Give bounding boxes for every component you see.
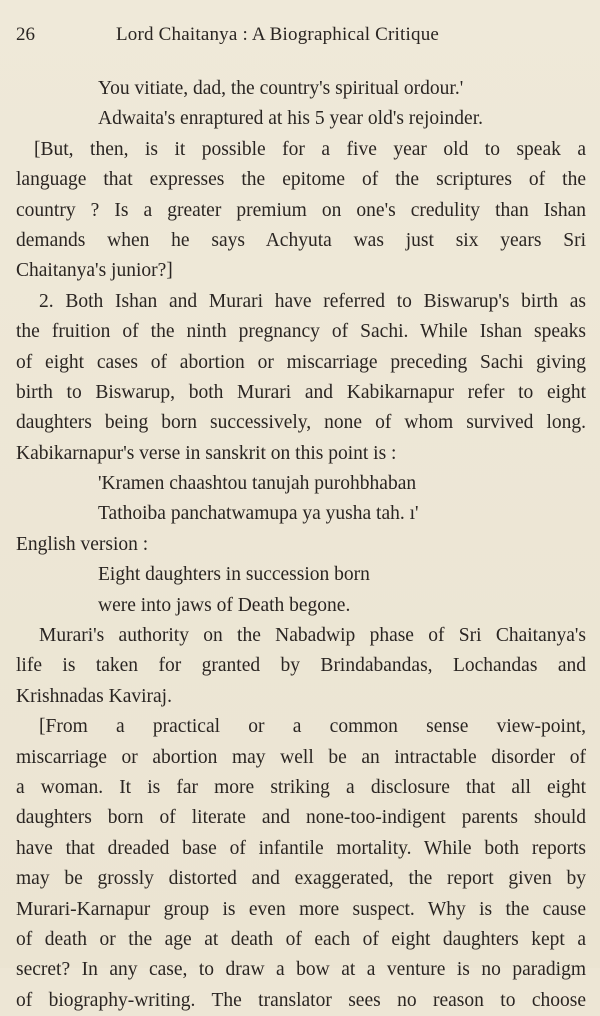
paragraph-line: Chaitanya's junior?] [16, 260, 173, 282]
paragraph-line: Kabikarnapur's verse in sanskrit on this point is : [16, 442, 397, 464]
paragraph-line: language that expresses the epitome of the scriptures of the [16, 169, 586, 191]
page-body [16, 74, 586, 1016]
paragraph-line: miscarriage or abortion may well be an intractable disorder of [16, 746, 586, 768]
verse-line: 'Kramen chaashtou tanujah purohbhaban [98, 473, 417, 495]
paragraph-line: of eight cases of abortion or miscarriage preceding Sachi giving [16, 351, 586, 373]
verse-line: Tathoiba panchatwamupa ya yusha tah. ı' [98, 503, 419, 525]
paragraph-line: a woman. It is far more striking a disclosure that all eight [16, 776, 586, 798]
paragraph-line: country ? Is a greater premium on one's credulity than Ishan [16, 199, 586, 221]
verse-line: were into jaws of Death begone. [98, 594, 351, 616]
paragraph-line: of death or the age at death of each of eight daughters kept a [16, 928, 586, 950]
verse-line: You vitiate, dad, the country's spiritual ordour.' [98, 78, 464, 99]
paragraph-line: [But, then, is it possible for a five year old to speak a [34, 138, 586, 160]
paragraph-line: have that dreaded base of infantile mortality. While both reports [16, 837, 586, 859]
paragraph-line: life is taken for granted by Brindabandas, Lochandas and [16, 655, 586, 677]
paragraph-line: Murari's authority on the Nabadwip phase of Sri Chaitanya's [39, 625, 586, 647]
paragraph-line: English version : [16, 533, 149, 555]
paragraph-line: demands when he says Achyuta was just six years Sri [16, 229, 586, 251]
paragraph-line: Murari-Karnapur group is even more suspect. Why is the cause [16, 898, 586, 920]
paragraph-line: daughters born of literate and none-too-indigent parents should [16, 807, 586, 829]
paragraph-line: Krishnadas Kaviraj. [16, 685, 172, 707]
page-header [16, 24, 584, 52]
paragraph-line: daughters being born successively, none of whom survived long. [16, 412, 586, 434]
paragraph-line: the fruition of the ninth pregnancy of Sachi. While Ishan speaks [16, 321, 586, 343]
paragraph-line: secret? In any case, to draw a bow at a venture is no paradigm [16, 959, 586, 981]
page-number: 26 [16, 24, 35, 45]
running-title: Lord Chaitanya : A Biographical Critique [116, 24, 440, 45]
paragraph-line: may be grossly distorted and exaggerated, the report given by [16, 868, 586, 890]
verse-line: Eight daughters in succession born [98, 564, 370, 586]
paragraph-line: birth to Biswarup, both Murari and Kabikarnapur refer to eight [16, 381, 586, 403]
paragraph-line: 2. Both Ishan and Murari have referred to Biswarup's birth as [39, 290, 586, 312]
paragraph-line: of biography-writing. The translator sees no reason to choose [16, 989, 586, 1011]
verse-line: Adwaita's enraptured at his 5 year old's rejoinder. [98, 108, 483, 130]
paragraph-line: [From a practical or a common sense view-point, [39, 716, 586, 738]
